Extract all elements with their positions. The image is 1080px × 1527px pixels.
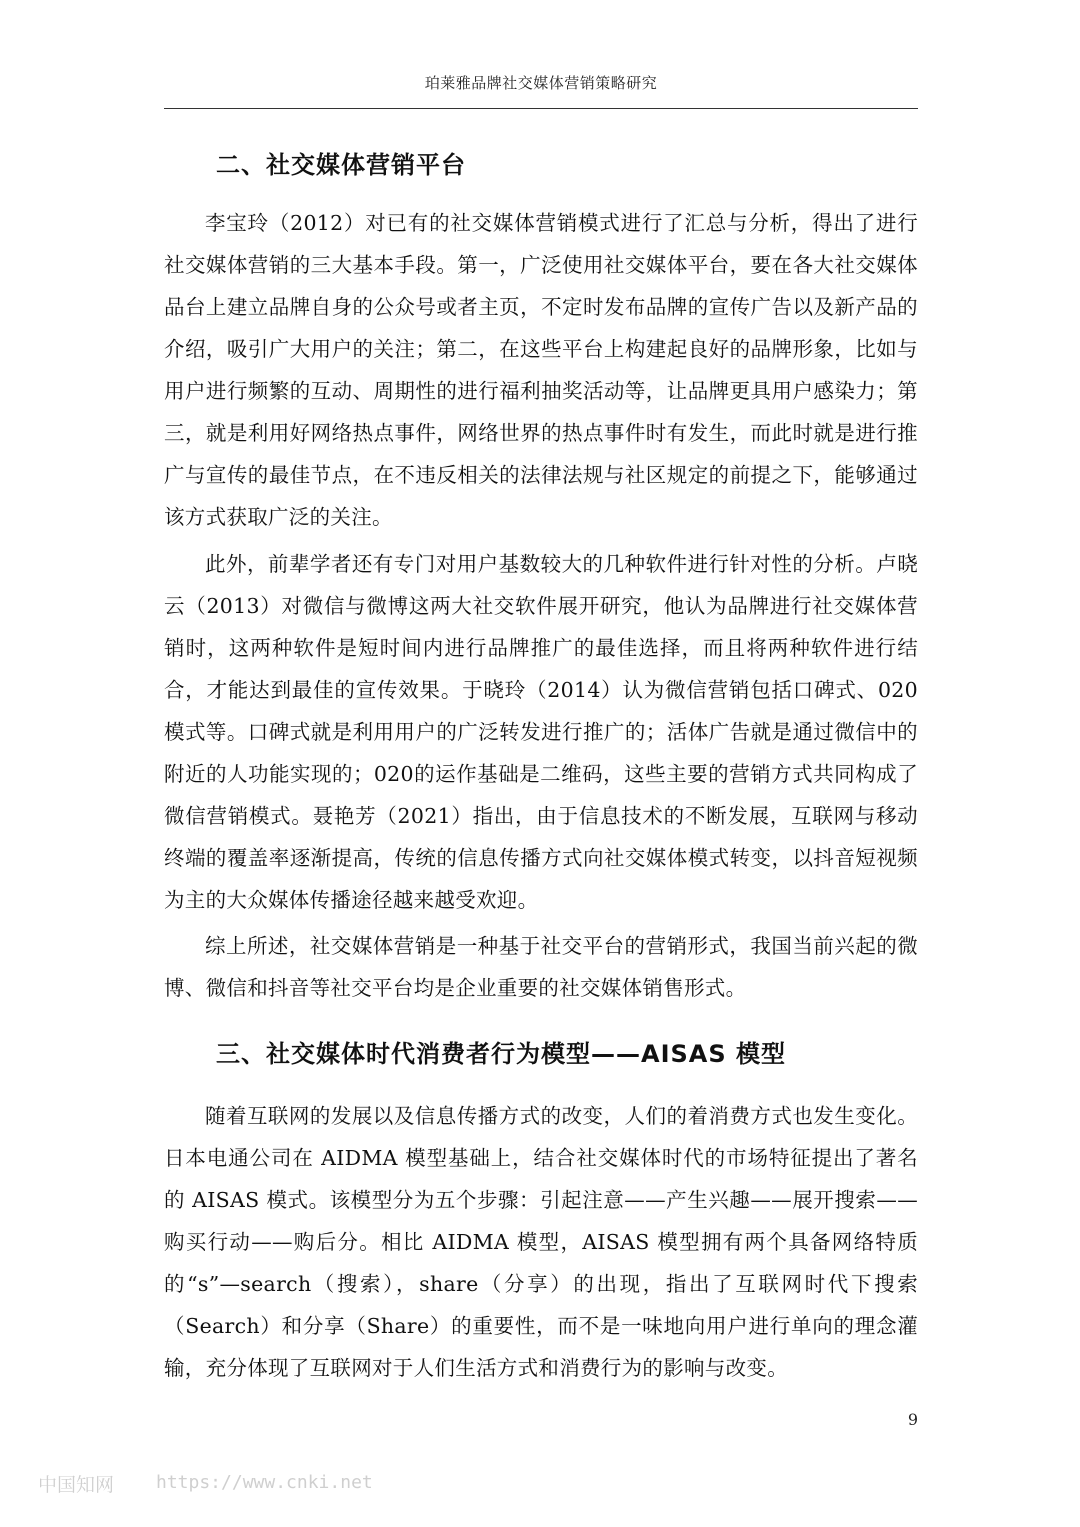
paragraph: 此外，前辈学者还有专门对用户基数较大的几种软件进行针对性的分析。卢晓云（2013）对微信与微博这两大社交软件展开研究，他认为品牌进行社交媒体营销时，这两种软件是短时间内进行品牌推广的最佳选择，而且将两种软件进行结合，才能达到最佳的宣传效果。于晓玲（2014）认为微信营销包括口碑式、020模式等。口碑式就是利用用户的广泛转发进行推广的；活体广告就是通过微信中的附近的人功能实现的；020的运作基础是二维码，这些主要的营销方式共同构成了微信营销模式。聂艳芳（2021）指出，由于信息技术的不断发展，互联网与移动终端的覆盖率逐渐提高，传统的信息传播方式向社交媒体模式转变，以抖音短视频为主的大众媒体传播途径越来越受欢迎。	[164, 552, 918, 912]
paragraph: 随着互联网的发展以及信息传播方式的改变，人们的着消费方式也发生变化。日本电通公司在 AIDMA 模型基础上，结合社交媒体时代的市场特征提出了著名的 AISAS 模式。该模型分为五个步骤：引起注意——产生兴趣——展开搜索——购买行动——购后分。相比 AIDMA 模型，AISAS 模型拥有两个具备网络特质的“s”—search（搜索），share（分享）的出现，指出了互联网时代下搜索（Search）和分享（Share）的重要性，而不是一味地向用户进行单向的理念灌输，充分体现了互联网对于人们生活方式和消费行为的影响与改变。	[164, 1104, 918, 1380]
section-heading-3: 三、社交媒体时代消费者行为模型——AISAS 模型	[216, 1040, 787, 1068]
running-header: 珀莱雅品牌社交媒体营销策略研究	[424, 74, 658, 92]
paragraph: 李宝玲（2012）对已有的社交媒体营销模式进行了汇总与分析，得出了进行社交媒体营销的三大基本手段。第一，广泛使用社交媒体平台，要在各大社交媒体品台上建立品牌自身的公众号或者主页，不定时发布品牌的宣传广告以及新产品的介绍，吸引广大用户的关注；第二，在这些平台上构建起良好的品牌形象，比如与用户进行频繁的互动、周期性的进行福利抽奖活动等，让品牌更具用户感染力；第三，就是利用好网络热点事件，网络世界的热点事件时有发生，而此时就是进行推广与宣传的最佳节点，在不违反相关的法律法规与社区规定的前提之下，能够通过该方式获取广泛的关注。	[164, 211, 918, 529]
header-divider	[164, 108, 918, 109]
page-number: 9	[907, 1410, 918, 1429]
section-heading-2: 二、社交媒体营销平台	[216, 151, 466, 179]
paragraph: 综上所述，社交媒体营销是一种基于社交平台的营销形式，我国当前兴起的微博、微信和抖音等社交平台均是企业重要的社交媒体销售形式。	[164, 934, 918, 1000]
cnki-watermark-url: https://www.cnki.net	[156, 1472, 373, 1493]
cnki-watermark: 中国知网	[38, 1474, 115, 1496]
